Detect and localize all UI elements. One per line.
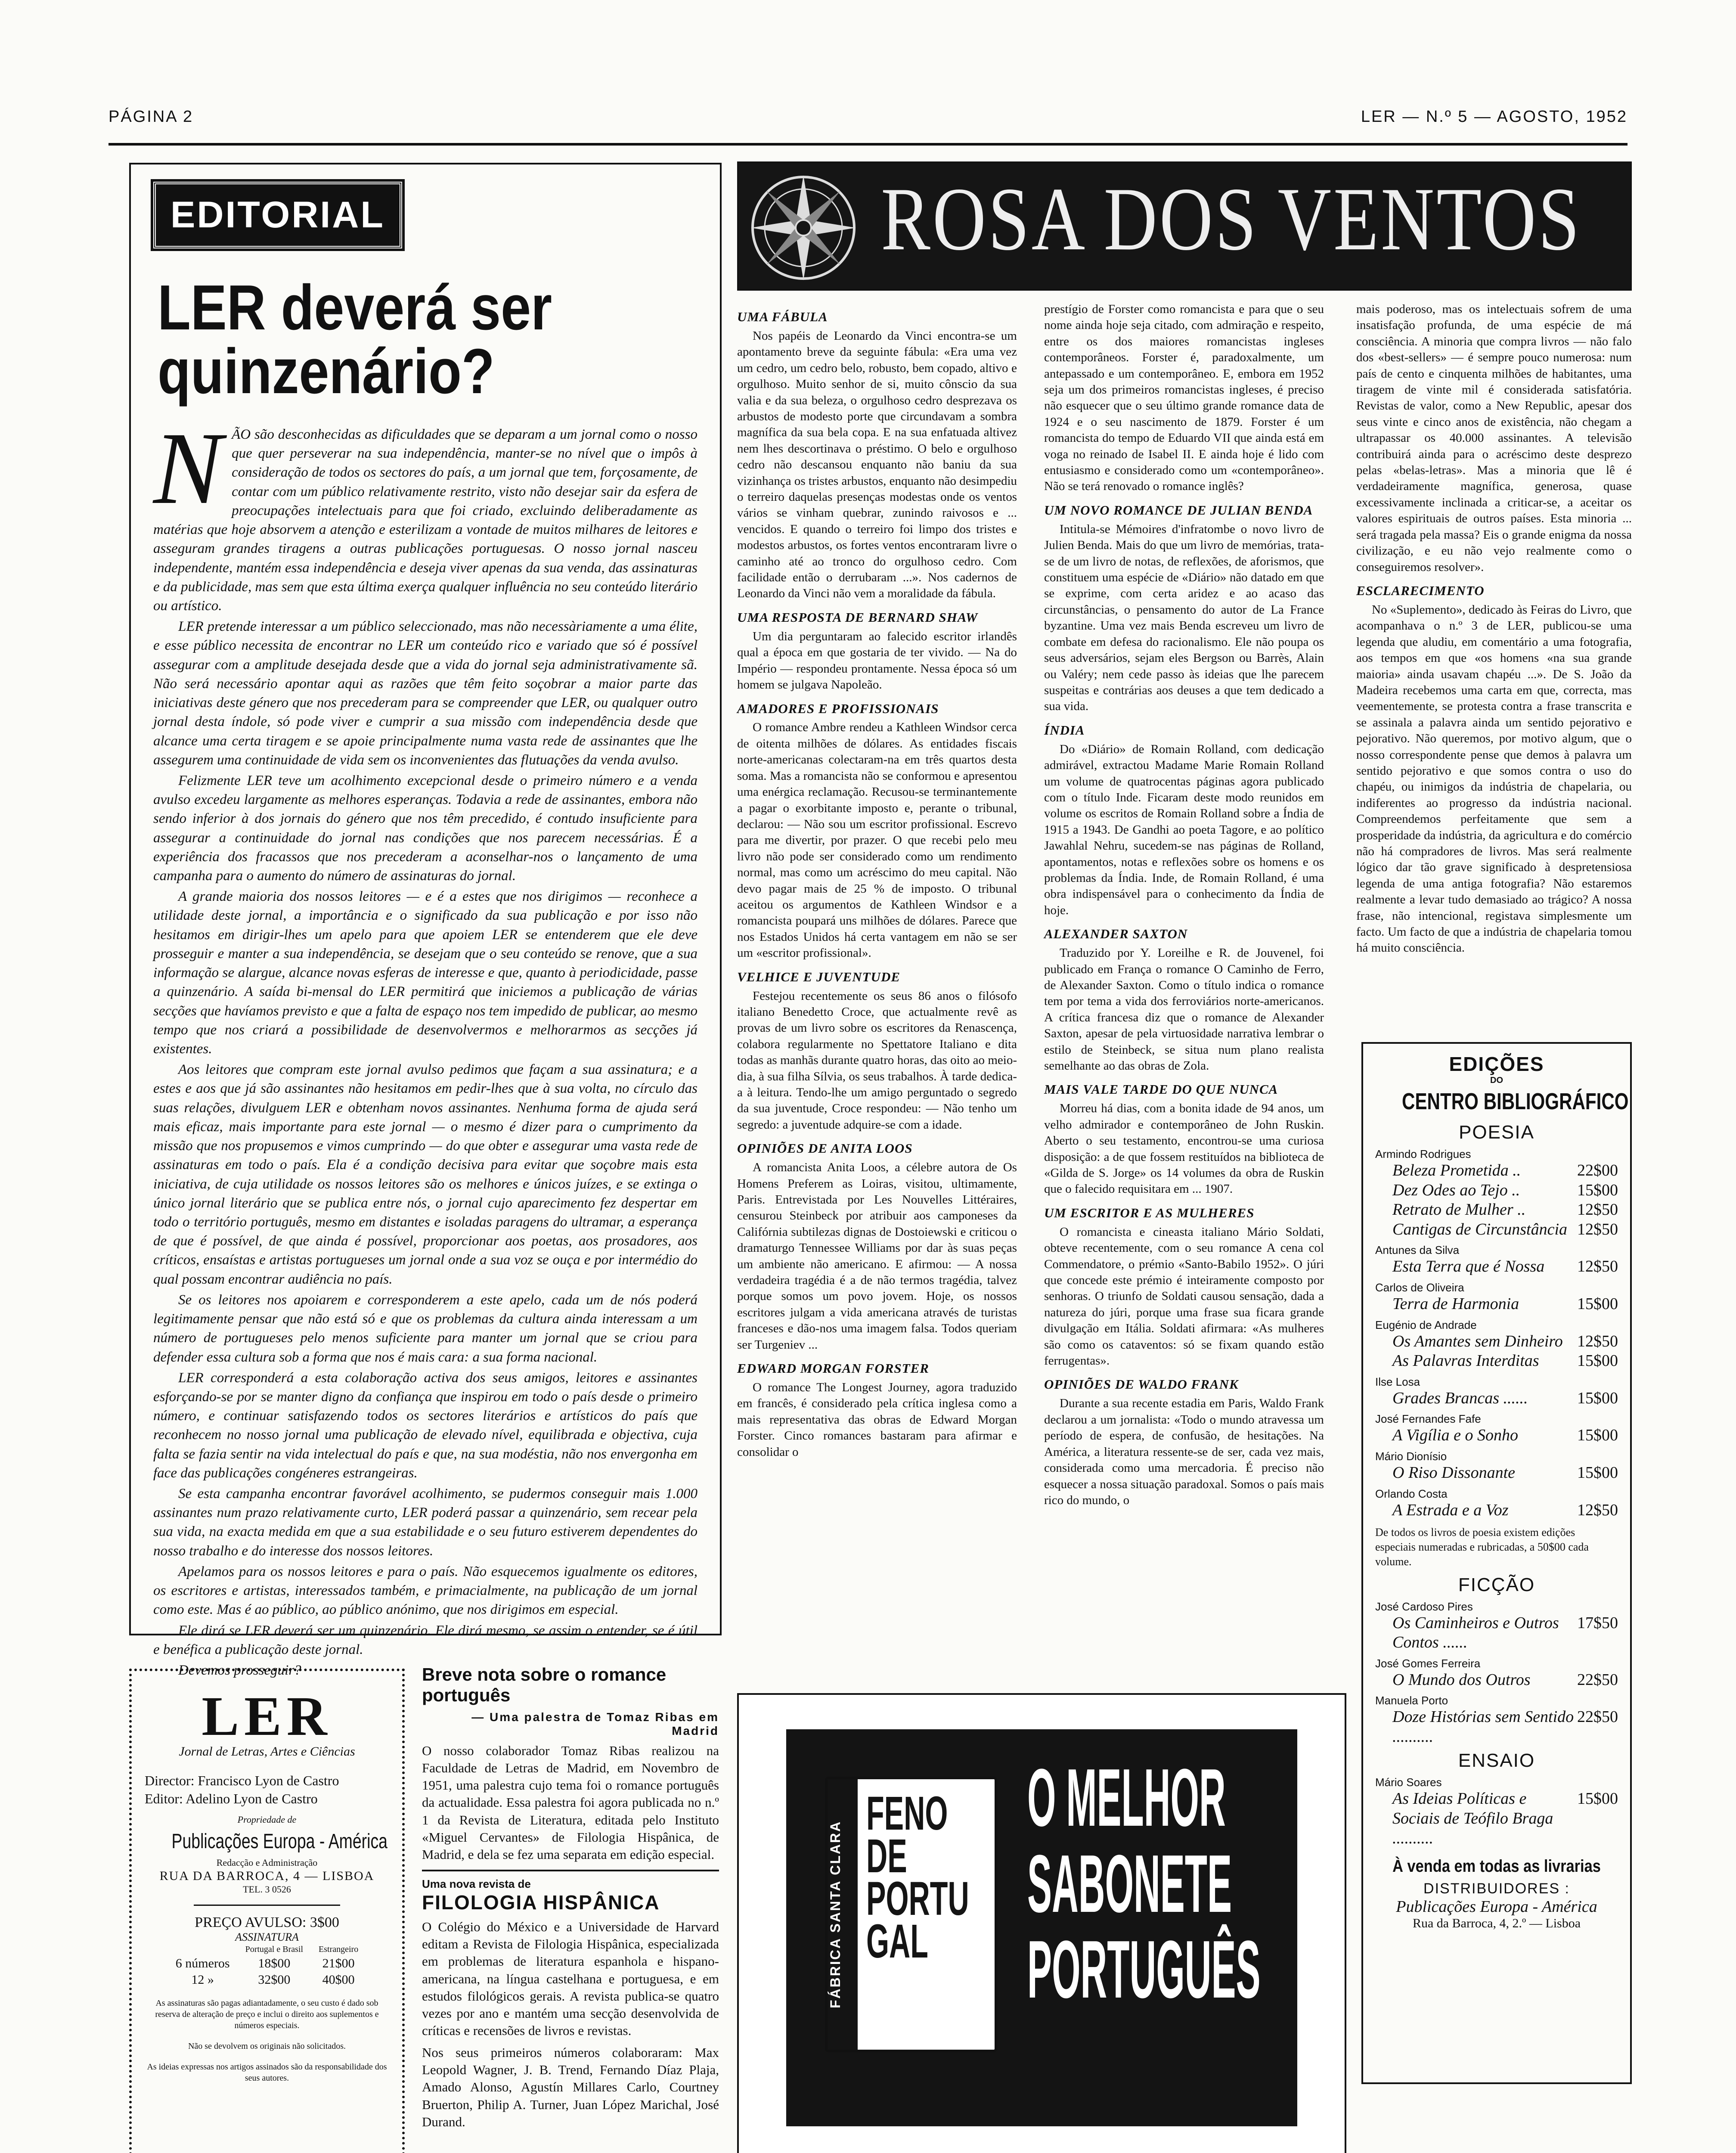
fine-print: As ideias expressas nos artigos assinados são da responsabilidade dos seus autores.	[147, 2062, 387, 2083]
item-heading: AMADORES E PROFISSIONAIS	[737, 701, 939, 716]
book-price: 15$00	[1577, 1352, 1618, 1370]
book-listing	[1375, 1789, 1618, 1848]
book-listing	[1375, 1161, 1618, 1181]
book-price: 15$00	[1577, 1463, 1618, 1482]
book-listing	[1375, 1351, 1618, 1371]
section-heading: ENSAIO	[1458, 1750, 1535, 1771]
breve-nota-article	[422, 1664, 719, 2147]
book-title: Cantigas de Circunstância	[1392, 1220, 1568, 1238]
subscription-label: ASSINATURA	[235, 1930, 299, 1943]
editor-line: Editor: Adelino Lyon de Castro	[145, 1790, 318, 1806]
editorial-paragraph: Apelamos para os nossos leitores e para o país. Não esquecemos igualmente os editores, os escritores e artistas, interessados também, e primacialmente, na publicação de um jornal como este. Mas é ao público, ao público anónimo, que nos dirigimos em especial.	[153, 1564, 698, 1618]
item-heading: OPINIÕES DE ANITA LOOS	[737, 1141, 913, 1156]
book-price: 15$00	[1577, 1790, 1618, 1808]
book-price: 12$50	[1577, 1257, 1618, 1276]
ensaio-list	[1375, 1776, 1618, 1848]
item-text: Nos papéis de Leonardo da Vinci encontra-se um apontamento breve da seguinte fábula: «Era uma vez um cedro, um cedro belo, robusto, bem copado, altivo e orgulhoso. Muito senhor de si, muito cônscio da sua valia e da sua beleza, o orgulhoso cedro desprezava os arbustos de modesto porte que circundavam a sombra magnífica da sua bela copa. E na sua enfatuada altivez nem lhes descortinava o préstimo. O belo e orgulhoso cedro não descansou enquanto não baniu da sua vizinhança os tristes arbustos, enquanto não desimpediu o terreiro daquelas presenças modestas onde os ventos vários se vinham quebrar, zunindo raivosos e ... vencidos. E quando o terreiro foi limpo dos tristes e modestos arbustos, os fortes ventos encontraram livre o caminho até ao tronco do orgulhoso cedro. Com facilidade então o derrubaram ...». Nos cadernos de Leonardo da Vinci não vem a moralidade da fábula.	[737, 329, 1017, 601]
book-title: Os Caminheiros e Outros Contos ......	[1392, 1613, 1559, 1652]
book-price: 12$50	[1577, 1501, 1618, 1519]
author-name: Mário Dionísio	[1375, 1449, 1447, 1463]
ad-heading: CENTRO BIBLIOGRÁFICO	[1402, 1089, 1629, 1114]
author-name: Eugénio de Andrade	[1375, 1318, 1477, 1331]
book-listing	[1375, 1220, 1618, 1240]
book-price: 22$50	[1577, 1670, 1618, 1689]
book-listing	[1375, 1501, 1618, 1520]
fine-print: As assinaturas são pagas adiantadamente, o seu custo é dado sob reserva de alteração de preço e inclui o direito aos suplementos e números especiais.	[155, 1998, 379, 2030]
editorial-title: LER deverá ser quinzenário?	[158, 272, 552, 407]
price: PREÇO AVULSO: 3$00	[195, 1914, 339, 1930]
book-title: Doze Histórias sem Sentido ..........	[1392, 1708, 1574, 1746]
book-listing	[1375, 1707, 1618, 1747]
item-text: A romancista Anita Loos, a célebre autora de Os Homens Preferem as Loiras, visitou, ultimamente, Paris. Entrevistada por Les Nouvelles Littéraires, censurou Steinbeck por atribuir aos camponeses da Califórnia subtilezas dignas de Dostoiewski e criticou o dramaturgo Tennessee Williams por dar às suas peças um ambiente não americano. E afirmou: — A nossa verdadeira tragédia é a de não termos tragédia, talvez porque somos um povo jovem. Hoje, os nossos escritores julgam a vida americana através de turistas franceses e dão-nos uma imagem falsa. Todos queriam ser Turgeniev ...	[737, 1160, 1017, 1352]
book-price: 15$00	[1577, 1294, 1618, 1313]
article-title: FILOLOGIA HISPÂNICA	[422, 1891, 660, 1914]
article-kicker: Uma nova revista de	[422, 1877, 531, 1890]
item-heading: UM ESCRITOR E AS MULHERES	[1044, 1205, 1255, 1220]
item-text: O romance The Longest Journey, agora traduzido em francês, é considerado pela crítica inglesa como a mais representativa das obras de Edward Morgan Forster. Cinco romances bastaram para afirmar e consolidar o	[737, 1381, 1017, 1459]
author-name: Armindo Rodrigues	[1375, 1148, 1471, 1160]
book-listing	[1375, 1294, 1618, 1314]
book-listing	[1375, 1257, 1618, 1277]
rosa-dos-ventos-banner	[737, 161, 1632, 291]
distributors-label: DISTRIBUIDORES :	[1423, 1880, 1570, 1897]
subscription-table: Portugal e Brasil Estrangeiro 6 números 18$00 21$00 12 » 32$00 40$00	[168, 1944, 366, 1988]
book-listing	[1375, 1200, 1618, 1220]
editorial-label: EDITORIAL	[153, 182, 402, 248]
editorial-paragraph: Felizmente LER teve um acolhimento excepcional desde o primeiro número e a venda avulso excedeu largamente as melhores esperanças. Todavia a rede de assinantes, embora não sendo inferior à dos jornais do género que nos têm precedido, é contudo insuficiente para assegurar a continuidade do jornal nas condições que nos parecem necessárias. É a experiência dos fracassos que nos precederam a aconselhar-nos o lançamento de uma campanha para o aumento do número de assinaturas do jornal.	[153, 772, 698, 884]
author-name: Carlos de Oliveira	[1375, 1281, 1464, 1294]
book-title: O Riso Dissonante	[1392, 1463, 1515, 1482]
book-price: 15$00	[1577, 1181, 1618, 1199]
item-heading: MAIS VALE TARDE DO QUE NUNCA	[1044, 1082, 1278, 1097]
item-text: Um dia perguntaram ao falecido escritor irlandês qual a época em que gostaria de ter vivido. — Na do Império — respondeu prontamente. Nessa época só um homem se julgava Napoleão.	[737, 629, 1017, 692]
item-text: No «Suplemento», dedicado às Feiras do Livro, que acompanhava o n.º 3 de LER, publicou-se uma legenda que aludiu, em comentário a uma fotografia, aos tempos em que «os homens «na sua grande maioria» ainda usavam chapéu ...». De S. João da Madeira recebemos uma carta em que, correcta, mas veementemente, se protesta contra a frase transcrita e se assinala a palavra ainda um sentido pejorativo e pejorativo. Não queremos, por motivo algum, que o nosso correspondente pense que demos à palavra um sentido pejorativo e que somos contra o uso do chapéu, ou inimigos da indústria de chapelaria, ou indiferentes ao progresso da indústria nacional. Compreendemos perfeitamente que sem a prosperidade da indústria, da agricultura e do comércio não há compradores de livros. Mas será realmente lógico dar tão grave significado à despretensiosa legenda de uma antiga fotografia? Não estaremos realmente a levar tudo demasiado ao trágico? A nossa frase, não intencional, registava simplesmente um facto. Um facto de que a indústria de chapelaria tomou há muito consciência.	[1356, 602, 1632, 955]
ler-subtitle: Jornal de Letras, Artes e Ciências	[179, 1744, 355, 1759]
author-name: José Gomes Ferreira	[1375, 1657, 1481, 1670]
book-price: 15$00	[1577, 1426, 1618, 1445]
book-title: O Mundo dos Outros	[1392, 1670, 1531, 1689]
section-heading: FICÇÃO	[1458, 1574, 1535, 1595]
editorial-paragraph: Aos leitores que compram este jornal avulso pedimos que façam a sua assinatura; e a estes e aos que já são assinantes não hesitamos em pedir-lhes que à sua volta, no círculo das suas relações, divulguem LER e obtenham novos assinantes. Nenhuma forma de ajuda será mais eficaz, mais importante para este jornal — o mesmo é dizer para o cumprimento da missão que nos propusemos e vimos cumprindo — do que obter e assegurar uma vasta rede de assinaturas em todo o país. Ela é a condição decisiva para evitar que soçobre mais esta iniciativa, de cuja utilidade os nossos leitores são os melhores e únicos juízes, e se extinga o único jornal literário que se publica entre nós, o jornal cujo aparecimento fez despertar em todo o território português, mesmo em distantes e isoladas paragens do ultramar, a esperança de que é possível, de que ainda é possível, proporcionar aos poetas, aos prosadores, aos críticos, ensaístas e artistas portugueses um jornal onde a sua voz se ouça e por intermédio do qual possam encontrar audiência no país.	[153, 1062, 698, 1287]
telephone: TEL. 3 0526	[243, 1884, 291, 1895]
ad-slogan: O MELHOR SABONETE PORTUGUÊS	[1027, 1752, 1261, 2015]
editorial-paragraph: ÃO são desconhecidas as dificuldades que se deparam a um jornal como o nosso que quer perseverar na sua independência, manter-se no nível que o impôs à consideração de todos os sectores do país, a um jornal que tem, forçosamente, de contar com um público relativamente restrito, visto não desejar sair da esfera de preocupações intelectuais para que foi criado, excluindo deliberadamente as matérias que hoje absorvem a atenção e esterilizam a vontade de muitos milhares de leitores e asseguram grandes tiragens a outras publicações portuguesas. O nosso jornal nasceu independente, mantém essa independência e deseja viver apenas da sua venda, das assinaturas e da publicidade, mas sem que esta última exerça qualquer influência no seu conteúdo literário ou artístico.	[153, 427, 698, 614]
book-price: 15$00	[1577, 1389, 1618, 1407]
masthead-box	[129, 1669, 405, 2153]
news-column-1	[737, 301, 1017, 1462]
issue-info: LER — N.º 5 — AGOSTO, 1952	[1361, 108, 1628, 126]
sales-note: À venda em todas as livrarias	[1392, 1857, 1601, 1876]
ad-background	[786, 1729, 1297, 2126]
poesia-list	[1375, 1148, 1618, 1520]
author-name: Orlando Costa	[1375, 1487, 1448, 1500]
editorial-paragraph: Se os leitores nos apoiarem e corresponderem a este apelo, cada um de nós poderá legitimamente pensar que não está só e que os problemas da cultura ainda interessam a um número de portugueses pelo menos suficiente para manter um jornal que se criou para defender essa cultura sob a forma que nos é mais cara: a sua forma nacional.	[153, 1292, 698, 1365]
item-heading: VELHICE E JUVENTUDE	[737, 969, 901, 984]
book-title: A Vigília e o Sonho	[1392, 1426, 1519, 1445]
item-text: Intitula-se Mémoires d'infratombe o novo livro de Julien Benda. Mais do que um livro de memórias, trata-se de um livro de notas, de reflexões, de aforismos, que constituem uma espécie de «Diário» não datado em que se exprime, com certa aridez e ao acaso das circunstâncias, o pensamento do autor de La France byzantine. Uma vez mais Benda escreveu um livro de combate em defesa do racionalismo. Ele não poupa os seus adversários, sejam eles Bergson ou Barrès, Alain ou Valéry; nem cede passo às ideias que lhe parecem suspeitas e contrárias aos deuses a que tem dedicado a sua vida.	[1044, 522, 1324, 714]
address: RUA DA BARROCA, 4 — LISBOA	[159, 1869, 375, 1883]
book-price: 12$50	[1577, 1220, 1618, 1238]
header-rule	[108, 143, 1628, 146]
item-text: Morreu há dias, com a bonita idade de 94 anos, um velho admirador e contemporâneo de John Ruskin. Aberto o seu testamento, encontrou-se uma curiosa disposição: a de que fossem restituídos na biblioteca de «Gilda de S. Jorge» os 14 volumes da obra de Ruskin que o falecido requisitara em ... 1907.	[1044, 1101, 1324, 1196]
item-text: O romancista e cineasta italiano Mário Soldati, obteve recentemente, com o seu romance A cena col Commendatore, o prémio «Santo-Babilo 1952». O júri que concede este prémio é inteiramente composto por senhoras. O triunfo de Soldati causou sensação, dada a natureza do júri, porque uma frase sua ficara grande divulgação em Itália. Soldati afirmara: «As mulheres são como os cataventos: só se fixam quando estão ferrugentas».	[1044, 1225, 1324, 1368]
book-title: Grades Brancas ......	[1392, 1389, 1528, 1407]
item-heading: ÍNDIA	[1044, 722, 1085, 738]
author-name: Ilse Losa	[1375, 1375, 1420, 1388]
director-line: Director: Francisco Lyon de Castro	[145, 1773, 339, 1788]
item-text: Durante a sua recente estadia em Paris, Waldo Frank declarou a um jornalista: «Todo o mundo atravessa um período de espera, de confusão, de hesitações. Na América, a literatura ressente-se de ser, cada vez mais, considerada como uma mercadoria. É preciso não esquecer a nossa situação paradoxal. Somos o país mais rico do mundo, o	[1044, 1396, 1324, 1507]
item-text: mais poderoso, mas os intelectuais sofrem de uma insatisfação profunda, de uma espécie de má consciência. A minoria que compra livros — não falo dos «best-sellers» — é sempre pouco numerosa: num país de cento e cinquenta milhões de habitantes, uma tiragem de vinte mil é considerada satisfatória. Revistas de valor, como a New Republic, apesar dos seus vinte e cinco anos de existência, não chegam a ultrapassar os 40.000 assinantes. A televisão contribuirá ainda para o acréscimo deste desprezo pelas «belas-letras». Mas a minoria que lê é verdadeiramente magnífica, generosa, quase excessivamente inclinada a criticar-se, a aceitar os valores espirituais de outros países. Esta minoria ... será tragada pela massa? Eis o grande enigma da nossa civilização, e eu não vejo realmente como o conseguiremos resolver».	[1356, 302, 1632, 574]
distributor-address: Rua da Barroca, 4, 2.º — Lisboa	[1412, 1916, 1581, 1931]
table-row: 6 números 18$00 21$00	[175, 1956, 355, 1970]
book-listing	[1375, 1389, 1618, 1408]
page-number: PÁGINA 2	[108, 108, 194, 126]
editorial-paragraph: Devemos prosseguir?	[178, 1663, 301, 1678]
book-title: Beleza Prometida ..	[1392, 1161, 1521, 1179]
item-heading: UMA RESPOSTA DE BERNARD SHAW	[737, 609, 978, 625]
soap-brand-name: FENO DE PORTU GAL	[866, 1787, 969, 1968]
item-heading: OPINIÕES DE WALDO FRANK	[1044, 1377, 1239, 1392]
book-title: As Palavras Interditas	[1392, 1352, 1539, 1370]
publisher-name: Publicações Europa - América	[171, 1830, 388, 1853]
book-price: 12$50	[1577, 1332, 1618, 1350]
soap-box-side-label: FÁBRICA SANTA CLARA	[828, 1779, 858, 2050]
page-header	[108, 108, 1628, 133]
ler-logo: LER	[202, 1685, 332, 1747]
book-title: As Ideias Políticas e Sociais de Teófilo Braga ..........	[1392, 1790, 1553, 1847]
section-title: ROSA DOS VENTOS	[881, 169, 1582, 269]
book-listing	[1375, 1181, 1618, 1201]
news-column-3	[1356, 301, 1632, 958]
book-title: Retrato de Mulher ..	[1392, 1201, 1526, 1219]
book-price: 12$50	[1577, 1201, 1618, 1219]
admin-label: Redacção e Administração	[216, 1857, 318, 1868]
soap-box-image	[825, 1777, 997, 2052]
item-text: prestígio de Forster como romancista e para que o seu nome ainda hoje seja citado, com admiração e respeito, entre os dos maiores romancistas ingleses contemporâneos. Forster é, paradoxalmente, um antepassado e um contemporâneo. E, embora em 1952 seja um dos primeiros romancistas ingleses, é preciso não esquecer que o seu último grande romance data de 1924 e o seu nascimento de 1879. Forster é um romancista do tempo de Eduardo VII que ainda está em voga no reinado de Isabel II. E ainda hoje é lido com entusiasmo e considerado como um «contemporâneo». Não se terá renovado o romance inglês?	[1044, 302, 1324, 493]
editorial-paragraph: LER corresponderá a esta colaboração activa dos seus amigos, leitores e assinantes esforçando-se por se manter digno da confiança que inspirou em todo o país desde o primeiro número, e continuar satisfazendo todos os sectores literários e artísticos do país que reconhecem no nosso jornal uma publicação de elevado nível, equilibrada e objectiva, cuja falta se fazia sentir na vida intelectual do país e que, na sua modéstia, não nos envergonha em face das publicações congéneres estrangeiras.	[153, 1370, 698, 1481]
fine-print: Não se devolvem os originais não solicitados.	[188, 2041, 346, 2051]
book-price: 17$50	[1577, 1613, 1618, 1632]
soap-advertisement	[737, 1693, 1346, 2153]
editorial-paragraph: LER pretende interessar a um público seleccionado, mas não necessàriamente a uma élite, e esse público necessita de encontrar no LER um conteúdo rico e variado que só é possível assegurar com a amplitude desejada desde que a vida do jornal seja administrativamente sã. Não será necessário apontar aqui as razões que têm feito soçobrar a maior parte das iniciativas deste género que nos precederam para se compreender que LER, ou qualquer outro jornal desta índole, só pode viver e cumprir a sua missão com independência desde que alcance uma certa tiragem e se apoie principalmente numa vasta rede de assinantes que lhe assegurem uma continuidade de vida sem os inconvenientes das flutuações da venda avulso.	[153, 619, 698, 768]
editorial-paragraph: Se esta campanha encontrar favorável acolhimento, se pudermos conseguir mais 1.000 assinantes num prazo relativamente curto, LER poderá passar a quinzenário, sem recear pela sua vida, na exacta medida em que a sua estabilidade e o seu futuro estiverem dependentes do nosso trabalho e do interesse dos nossos leitores.	[153, 1486, 698, 1559]
book-price: 22$50	[1577, 1708, 1618, 1726]
editorial-paragraph: Ele dirá se LER deverá ser um quinzenário. Ele dirá mesmo, se assim o entender, se é útil e benéfica a publicação deste jornal.	[153, 1623, 698, 1657]
book-listing	[1375, 1613, 1618, 1653]
item-heading: ALEXANDER SAXTON	[1044, 926, 1188, 942]
article-byline: — Uma palestra de Tomaz Ribas em Madrid	[471, 1710, 719, 1737]
item-text: Traduzido por Y. Loreilhe e R. de Jouvenel, foi publicado em França o romance O Caminho de Ferro, de Alexander Saxton. Como o título indica o romance tem por tema a vida dos ferroviários norte-americanos. A crítica francesa diz que o romance de Alexander Saxton, apesar de pela virtuosidade narrativa lembrar o estilo de Steinbeck, se situa num plano realista semelhante ao das obras de Zola.	[1044, 946, 1324, 1073]
book-listing	[1375, 1670, 1618, 1690]
news-column-2	[1044, 301, 1324, 1510]
article-body: Nos seus primeiros números colaboraram: Max Leopold Wagner, J. B. Trend, Fernando Díaz Plaja, Amado Alonso, Agustín Millares Carlo, Courtney Bruerton, Philip A. Turner, Juan López Marichal, José Durand.	[422, 2044, 719, 2129]
item-text: O romance Ambre rendeu a Kathleen Windsor cerca de oitenta milhões de dólares. As entidades fiscais norte-americanas colectaram-na em três quartos desta soma. Mas a romancista não se conformou e apresentou uma enérgica reclamação. Recusou-se terminantemente a pagar o exorbitante imposto e, perante o tribunal, declarou: — Não sou um escritor profissional. Escrevo para me divertir, por prazer. O que recebi pelo meu livro não pode ser considerado como um rendimento normal, mas como um acréscimo do meu capital. Não devo pagar mais de 25 % de imposto. O tribunal aceitou os argumentos de Kathleen Windsor e a romancista poupará uns milhões de dólares. Parece que nos Estados Unidos há certa vantagem em não se ser um «escritor profissional».	[737, 720, 1017, 960]
book-title: Os Amantes sem Dinheiro	[1392, 1332, 1563, 1350]
editorial-dropcap: N	[153, 411, 223, 525]
author-name: José Fernandes Fafe	[1375, 1412, 1481, 1426]
book-listing	[1375, 1463, 1618, 1483]
article-body: O nosso colaborador Tomaz Ribas realizou na Faculdade de Letras de Madrid, em Novembro de 1951, uma palestra cujo tema foi o romance português da actualidade. Essa palestra foi agora publicada no n.º 1 da Revista de Literatura, editada pelo Instituto «Miguel Cervantes» de Filologia Hispânica, de Madrid, e dela se fez uma separata em edição especial.	[422, 1743, 719, 1862]
owner-label: Propriedade de	[237, 1814, 297, 1825]
item-text: Festejou recentemente os seus 86 anos o filósofo italiano Benedetto Croce, que actualmente revê as provas de um livro sobre os escritores da Renascença, colabora regularmente no Spettatore Italiano e dita todas as manhãs durante quatro horas, das oito ao meio-dia, à sua filha Sílvia, os seus trabalhos. À tarde dedica-a à leitura. Tendo-lhe um amigo perguntado o segredo da sua juventude, Croce respondeu: — Não tenho um segredo: a juventude adquire-se com a idade.	[737, 989, 1017, 1132]
author-name: Manuela Porto	[1375, 1694, 1448, 1707]
book-listing	[1375, 1332, 1618, 1352]
item-heading: UMA FÁBULA	[737, 309, 828, 324]
editorial-body	[153, 411, 698, 1681]
book-listing	[1375, 1426, 1618, 1446]
item-heading: ESCLARECIMENTO	[1356, 583, 1485, 598]
ficcao-list	[1375, 1600, 1618, 1747]
edition-note: De todos os livros de poesia existem edições especiais numeradas e rubricadas, a 50$00 cada volume.	[1375, 1526, 1589, 1568]
author-name: Mário Soares	[1375, 1776, 1442, 1789]
distributor-name: Publicações Europa - América	[1396, 1898, 1597, 1916]
book-title: Esta Terra que é Nossa	[1392, 1257, 1545, 1276]
author-name: Antunes da Silva	[1375, 1244, 1460, 1257]
book-price: 22$00	[1577, 1161, 1618, 1179]
ad-heading: EDIÇÕES	[1449, 1053, 1544, 1075]
edicoes-ad-box: EDIÇÕES DO CENTRO BIBLIOGRÁFICO POESIA Armindo Rodrigues Beleza Prometida .. 22$00 Dez Odes ao Tejo .. 15$00 Retrato de Mulher .. 12$50 Cantigas de Circunstância 12$50 Antunes da Silva Esta Terra que é Nossa 12$50 Carlos de Oliveira Terra de Harmonia 15$00 Eugénio de Andrade Os Amantes sem Dinheiro 12$50 As Palavras Interditas 15$00 Ilse Losa Grades Brancas ...... 15$00 José Fernandes Fafe A Vigília e o Sonho 15$00 Mário Dionísio O Riso Dissonante 15$00 Orlando Costa A Estrada e a Voz 12$50 De todos os livros de poesia existem edições especiais numeradas e rubricadas, a 50$00 cada volume. FICÇÃO José Cardoso Pires Os Caminheiros e Outros Contos ...... 17$50 José Gomes Ferreira O Mundo dos Outros 22$50 Manuela Porto Doze Histórias sem Sentido .......... 22$50 ENSAIO Mário Soares As Ideias Políticas e Sociais de Teófilo Braga .......... 15$00 À venda em todas as livrarias DISTRIBUIDORES : Publicações Europa - América Rua da Barroca, 4, 2.º — Lisboa	[1361, 1042, 1632, 2084]
author-name: José Cardoso Pires	[1375, 1600, 1473, 1613]
editorial-paragraph: A grande maioria dos nossos leitores — e é a estes que nos dirigimos — reconhece a utilidade deste jornal, a importância e o significado da sua publicação e por isso não hesitamos em dirigir-lhes um apelo para que apoiem LER se entenderem que ele deve prosseguir e manter a sua independência, se desejam que o seu conteúdo se renove, que a sua informação se alargue, alcance novas esferas de interesse e que, quanto à periodicidade, passe a quinzenário. A saída bi-mensal do LER permitirá que iniciemos a publicação de várias secções que havíamos previsto e que a falta de espaço nos tem impedido de publicar, ao mesmo tempo que nos criará a possibilidade de desenvolvermos e melhorarmos as secções já existentes.	[153, 889, 698, 1057]
item-heading: EDWARD MORGAN FORSTER	[737, 1361, 929, 1376]
book-title: Terra de Harmonia	[1392, 1294, 1519, 1313]
article-body: O Colégio do México e a Universidade de Harvard editam a Revista de Filologia Hispânica, especializada em problemas de literatura espanhola e hispano-americana, na língua castelhana e portuguesa, e em estudos filológicos gerais. A revista publica-se quatro vezes por ano e mantém uma secção desenvolvida de críticas e recensões de livros e revistas.	[422, 1919, 719, 2038]
editorial-box	[129, 163, 722, 1678]
item-heading: UM NOVO ROMANCE DE JULIAN BENDA	[1044, 502, 1313, 518]
book-title: A Estrada e a Voz	[1392, 1501, 1509, 1519]
section-heading: POESIA	[1459, 1122, 1534, 1143]
book-title: Dez Odes ao Tejo ..	[1392, 1181, 1520, 1199]
table-row: 12 » 32$00 40$00	[191, 1972, 355, 1987]
article-title: Breve nota sobre o romance português	[422, 1664, 666, 1706]
compass-rose-icon	[747, 172, 859, 284]
item-text: Do «Diário» de Romain Rolland, com dedicação admirável, extractou Madame Marie Romain Rolland um volume de quatrocentas páginas agora publicado com o título Inde. Ficaram deste modo reunidos em volume os escritos de Romain Rolland sobre a Índia de 1915 a 1943. De Gandhi ao poeta Tagore, e ao político Jawahlal Nehru, sucedem-se nas páginas de Rolland, apontamentos, notas e reflexões sobre os homens e os problemas da Índia. Inde, de Romain Rolland, é uma obra indispensável para o conhecimento da Índia de hoje.	[1044, 742, 1324, 917]
